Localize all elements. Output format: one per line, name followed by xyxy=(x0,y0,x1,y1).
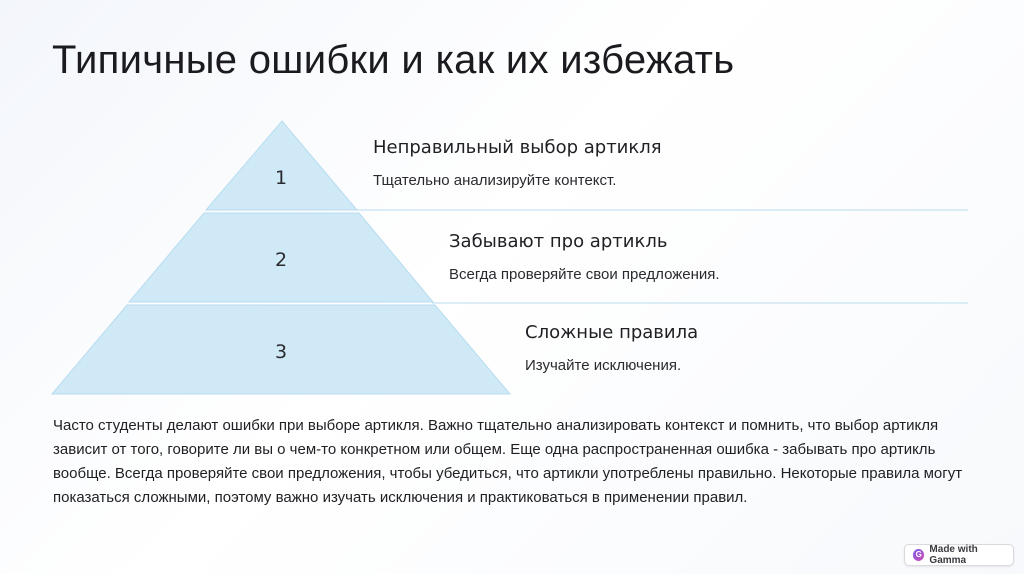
pyramid-level-2-title: Забывают про артикль xyxy=(449,231,668,252)
pyramid-level-3-item xyxy=(525,322,699,374)
pyramid-level-2-number: 2 xyxy=(274,249,288,271)
pyramid-level-1-title: Неправильный выбор артикля xyxy=(373,137,662,158)
pyramid-level-3-title: Сложные правила xyxy=(525,322,699,343)
badge-label: Made with Gamma xyxy=(929,544,978,566)
pyramid-level-1-item xyxy=(373,137,662,189)
pyramid-level-3-number: 3 xyxy=(274,341,288,363)
pyramid-level-1-description: Тщательно анализируйте контекст. xyxy=(373,172,617,189)
gamma-logo-icon: G xyxy=(913,549,924,561)
body-paragraph: Часто студенты делают ошибки при выборе артикля. Важно тщательно анализировать контекст и помнить, что выбор артикля зависит от того, говорите ли вы о чем-то конкретном или общем. Еще одна распространенная ошибка - забывать про артикль вообще. Всегда проверяйте свои предложения, чтобы убедиться, что артикли употреблены правильно. Некоторые правила могут показаться сложными, поэтому важно изучать исключения и практиковаться в применении правил. xyxy=(53,417,963,506)
pyramid-level-1-number: 1 xyxy=(274,167,288,189)
made-with-gamma-badge[interactable] xyxy=(904,544,1014,566)
pyramid-level-1-shape xyxy=(206,121,357,210)
pyramid-level-3-description: Изучайте исключения. xyxy=(525,357,682,374)
pyramid-level-2-description: Всегда проверяйте свои предложения. xyxy=(449,266,720,283)
pyramid-level-2-item xyxy=(449,231,720,283)
page-title: Типичные ошибки и как их избежать xyxy=(52,38,735,82)
